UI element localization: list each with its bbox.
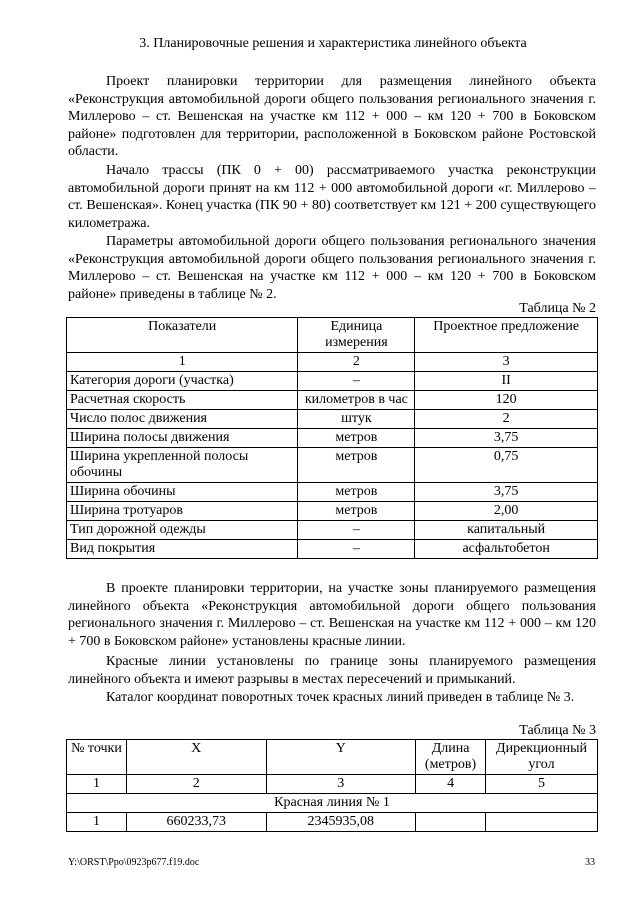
table3-number-cell: 1 — [67, 775, 127, 794]
table-cell: – — [298, 521, 415, 540]
table-cell: 660233,73 — [126, 813, 266, 832]
table-cell: – — [298, 372, 415, 391]
table-row — [67, 448, 598, 483]
table2-header-cell: Единица измерения — [298, 318, 415, 353]
table3-header-cell: Длина (метров) — [416, 740, 486, 775]
table-2 — [66, 317, 598, 559]
table2-number-cell: 3 — [415, 353, 598, 372]
table-row — [67, 502, 598, 521]
table3-number-row — [67, 775, 598, 794]
table-cell: – — [298, 540, 415, 559]
table-cell: метров — [298, 483, 415, 502]
table-cell: 120 — [415, 391, 598, 410]
table2-number-cell: 2 — [298, 353, 415, 372]
table-cell: асфальтобетон — [415, 540, 598, 559]
table-cell: 3,75 — [415, 483, 598, 502]
footer-page-number: 33 — [585, 857, 595, 868]
table-cell: штук — [298, 410, 415, 429]
table3-caption: Таблица № 3 — [519, 723, 596, 738]
footer-file-path: Y:\ORST\Ppo\0923p677.f19.doc — [68, 857, 200, 868]
section-heading: 3. Планировочные решения и характеристика линейного объекта — [139, 36, 527, 51]
table2-header-cell: Проектное предложение — [415, 318, 598, 353]
paragraph-3: Параметры автомобильной дороги общего пользования регионального значения «Реконструкция автомобильной дороги общего пользования регионального значения г. Миллерово – ст. Вешенская на участке км 112 + 000 – км 120 + 700 в Боковском районе» приведены в таблице № 2. — [68, 234, 596, 302]
table-cell — [416, 813, 486, 832]
table3-header-row — [67, 740, 598, 775]
table3-header-cell: № точки — [67, 740, 127, 775]
table2-number-cell: 1 — [67, 353, 298, 372]
table-cell: Вид покрытия — [67, 540, 298, 559]
paragraph-1: Проект планировки территории для размещения линейного объекта «Реконструкция автомобильной дороги общего пользования регионального значения г. Миллерово – ст. Вешенская на участке км 112 + 000 – км 120 + 700 в Боковском районе» подготовлен для территории, расположенной в Боковском районе Ростовской области. — [68, 74, 596, 159]
table-cell: 2,00 — [415, 502, 598, 521]
table3-section-cell: Красная линия № 1 — [67, 794, 598, 813]
table-cell: капитальный — [415, 521, 598, 540]
table-cell: Ширина укрепленной полосы обочины — [67, 448, 298, 483]
paragraph-6: Каталог координат поворотных точек красных линий приведен в таблице № 3. — [106, 690, 575, 705]
table-row — [67, 410, 598, 429]
table-3 — [66, 739, 598, 832]
table2-header-row — [67, 318, 598, 353]
table-cell: метров — [298, 502, 415, 521]
table2-header-cell: Показатели — [67, 318, 298, 353]
table3-header-cell: X — [126, 740, 266, 775]
table-row — [67, 372, 598, 391]
table-cell: Ширина полосы движения — [67, 429, 298, 448]
table-cell: 0,75 — [415, 448, 598, 483]
table3-number-cell: 2 — [126, 775, 266, 794]
table3-number-cell: 5 — [486, 775, 598, 794]
paragraph-4: В проекте планировки территории, на участке зоны планируемого размещения линейного объекта «Реконструкция автомобильной дороги общего пользования регионального значения г. Миллерово – ст. Вешенская на участке км 112 + 000 – км 120 + 700 в Боковском районе» установлены красные линии. — [68, 581, 596, 649]
table2-number-row — [67, 353, 598, 372]
table-cell: II — [415, 372, 598, 391]
table3-header-cell: Y — [266, 740, 416, 775]
paragraph-2: Начало трассы (ПК 0 + 00) рассматриваемого участка реконструкции автомобильной дороги принят на км 112 + 000 автомобильной дороги «г. Миллерово – ст. Вешенская». Конец участка (ПК 90 + 80) соответствует км 121 + 200 существующего километража. — [68, 163, 596, 231]
table-row — [67, 813, 598, 832]
table-cell: Тип дорожной одежды — [67, 521, 298, 540]
table-cell: 2345935,08 — [266, 813, 416, 832]
table-cell: метров — [298, 448, 415, 483]
table-cell: 1 — [67, 813, 127, 832]
table-cell — [486, 813, 598, 832]
table-row — [67, 429, 598, 448]
table-cell: Категория дороги (участка) — [67, 372, 298, 391]
table2-caption: Таблица № 2 — [519, 301, 596, 316]
table3-section-row — [67, 794, 598, 813]
table-row — [67, 521, 598, 540]
table-cell: 2 — [415, 410, 598, 429]
table-row — [67, 540, 598, 559]
table3-number-cell: 4 — [416, 775, 486, 794]
table-cell: метров — [298, 429, 415, 448]
table-cell: километров в час — [298, 391, 415, 410]
table-cell: Число полос движения — [67, 410, 298, 429]
paragraph-5: Красные линии установлены по границе зоны планируемого размещения линейного объекта и имеют разрывы в местах пересечений и примыканий. — [68, 654, 596, 687]
table-cell: 3,75 — [415, 429, 598, 448]
table-cell: Ширина обочины — [67, 483, 298, 502]
table3-header-cell: Дирекционный угол — [486, 740, 598, 775]
table-row — [67, 483, 598, 502]
table-cell: Ширина тротуаров — [67, 502, 298, 521]
table3-number-cell: 3 — [266, 775, 416, 794]
table-row — [67, 391, 598, 410]
table-cell: Расчетная скорость — [67, 391, 298, 410]
